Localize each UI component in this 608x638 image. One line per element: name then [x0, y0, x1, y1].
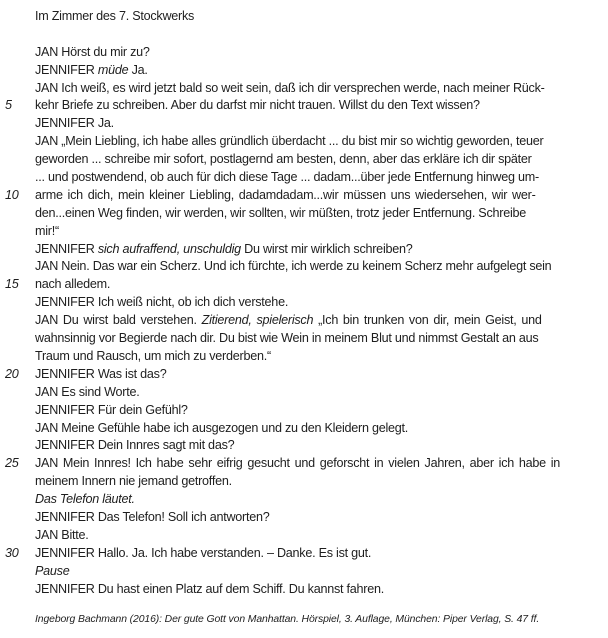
script-line	[35, 527, 573, 545]
dialogue-text: JENNIFER Du hast einen Platz auf dem Schiff. Du kannst fahren.	[35, 581, 384, 596]
dialogue-text: JAN Du wirst bald verstehen.	[35, 313, 202, 328]
script-line	[35, 384, 573, 402]
line-number: 15	[5, 277, 19, 292]
script-line	[35, 473, 573, 491]
script-line	[35, 223, 573, 241]
dialogue-text: den...einen Weg finden, wir werden, wir sollten, wir müßten, trotz jeder Entfernung. Schreibe	[35, 205, 527, 220]
dialogue-text: JAN Nein. Das war ein Scherz. Und ich fürchte, ich werde zu keinem Scherz mehr aufgelegt sein	[35, 259, 552, 274]
dialogue-text: Du wirst mir wirklich schreiben?	[240, 241, 413, 256]
stage-direction-text: Zitierend, spielerisch	[201, 313, 314, 328]
dialogue-text: kehr Briefe zu schreiben. Aber du darfst mir nicht trauen. Willst du den Text wissen?	[35, 98, 480, 113]
dialogue-text: JENNIFER Das Telefon! Soll ich antworten?	[35, 509, 270, 524]
dialogue-text: JAN Bitte.	[35, 527, 89, 542]
stage-direction-text: müde	[97, 62, 129, 77]
dialogue-text: JAN Meine Gefühle habe ich ausgezogen und zu den Kleidern gelegt.	[35, 420, 409, 435]
script-line	[35, 312, 573, 330]
script-line	[35, 151, 573, 169]
script-line	[5, 97, 573, 115]
script-line	[35, 80, 573, 98]
dialogue-text: meinem Innern nie jemand getroffen.	[35, 474, 232, 489]
script-line	[35, 491, 573, 509]
dialogue-text: Ja.	[128, 62, 148, 77]
dialogue-text: wahnsinnig vor Begierde nach dir. Du bist wie Wein in meinem Blut und nimmst Gestalt an aus	[35, 331, 539, 346]
script-line	[35, 115, 573, 133]
dialogue-text: JAN „Mein Liebling, ich habe alles gründlich überdacht ... du bist mir so wichtig geworden, teuer	[35, 134, 544, 149]
script-line	[35, 330, 573, 348]
script-line	[35, 294, 573, 312]
source-citation: Ingeborg Bachmann (2016): Der gute Gott von Manhattan. Hörspiel, 3. Auflage, München: Piper Verlag, S. 47 ff.	[35, 614, 540, 626]
script-line	[5, 455, 573, 473]
script-line	[35, 348, 573, 366]
dialogue-text: JENNIFER Dein Innres sagt mit das?	[35, 438, 235, 453]
script-line	[35, 241, 573, 259]
script-line	[35, 169, 573, 187]
dialogue-text: ... und postwendend, ob auch für dich diese Tage ... dadam...über jede Entfernung hinweg um-	[35, 170, 539, 185]
line-number: 25	[5, 456, 19, 471]
script-line	[35, 205, 573, 223]
dialogue-text: JENNIFER Ich weiß nicht, ob ich dich verstehe.	[35, 295, 289, 310]
dialogue-text: JENNIFER Für dein Gefühl?	[35, 402, 188, 417]
dialogue-text: JAN Es sind Worte.	[35, 384, 140, 399]
script-line	[35, 133, 573, 151]
script-line	[35, 437, 573, 455]
dialogue-text: JENNIFER Ja.	[35, 116, 114, 131]
stage-direction-text: Das Telefon läutet.	[35, 492, 135, 507]
scene-heading: Im Zimmer des 7. Stockwerks	[35, 9, 195, 23]
dialogue-text: „Ich bin trunken von dir, mein Geist, und	[313, 313, 542, 328]
line-number: 30	[5, 545, 19, 560]
script-line	[35, 44, 573, 62]
script-line	[5, 276, 573, 294]
dialogue-text: JENNIFER Hallo. Ja. Ich habe verstanden. – Danke. Es ist gut.	[35, 545, 372, 560]
dialogue-text: JAN Mein Innres! Ich habe sehr eifrig gesucht und geforscht in vielen Jahren, aber ich habe in	[35, 456, 561, 471]
dialogue-text: Traum und Rausch, um mich zu verderben.“	[35, 348, 271, 363]
script-line	[35, 509, 573, 527]
script-line	[5, 366, 573, 384]
line-number: 20	[5, 366, 19, 381]
script-line	[35, 563, 573, 581]
stage-direction-text: sich aufraffend, unschuldig	[97, 241, 241, 256]
stage-direction-text: Pause	[35, 563, 70, 578]
line-number: 5	[5, 98, 12, 113]
script-line	[35, 402, 573, 420]
dialogue-text: mir!“	[35, 223, 59, 238]
dialogue-text: JENNIFER	[35, 62, 98, 77]
dialogue-text: arme ich dich, mein kleiner Liebling, dadamdadam...wir müssen uns wiedersehen, wir wer-	[35, 187, 536, 202]
dialogue-text: JAN Ich weiß, es wird jetzt bald so weit sein, daß ich dir versprechen werde, nach meiner Rück-	[35, 80, 545, 95]
script-line	[5, 545, 573, 563]
script-line	[35, 62, 573, 80]
dialogue-text: geworden ... schreibe mir sofort, postlagernd am besten, denn, aber das erkläre ich dir später	[35, 152, 532, 167]
dialogue-text: JAN Hörst du mir zu?	[35, 44, 150, 59]
script-lines	[5, 44, 573, 599]
line-number: 10	[5, 187, 19, 202]
script-line	[5, 187, 573, 205]
script-line	[35, 258, 573, 276]
dialogue-text: JENNIFER	[35, 241, 98, 256]
dialogue-text: JENNIFER Was ist das?	[35, 366, 167, 381]
script-line	[35, 581, 573, 599]
dialogue-text: nach alledem.	[35, 277, 111, 292]
script-line	[35, 420, 573, 438]
